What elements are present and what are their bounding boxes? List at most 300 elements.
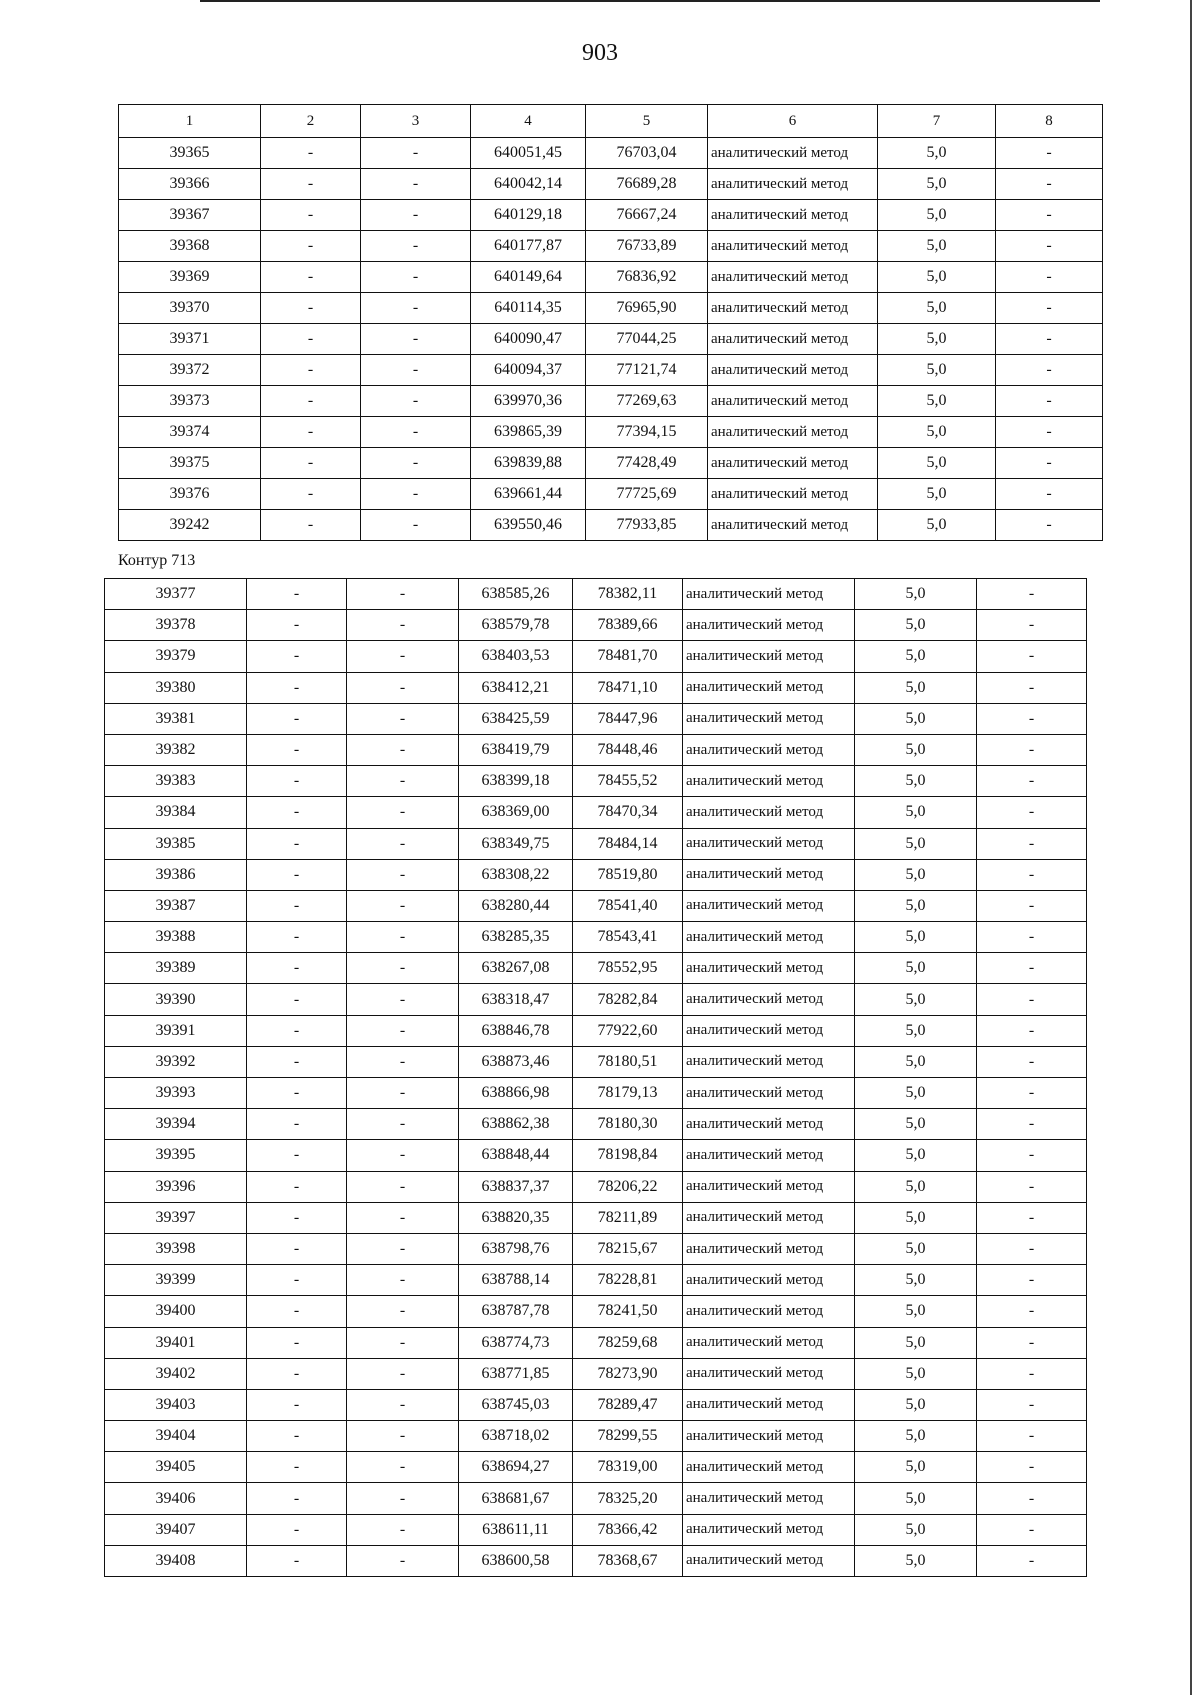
col-8-cell: - (996, 262, 1103, 293)
header-cell: 6 (708, 105, 878, 138)
method-cell: аналитический метод (708, 448, 878, 479)
method-cell: аналитический метод (683, 1545, 855, 1576)
point-number-cell: 39407 (105, 1514, 247, 1545)
scan-top-border (200, 0, 1100, 2)
method-cell: аналитический метод (683, 797, 855, 828)
col-3-cell: - (347, 734, 459, 765)
col-2-cell: - (247, 1358, 347, 1389)
table-row (105, 1171, 1087, 1202)
accuracy-cell: 5,0 (855, 1514, 977, 1545)
coord-x-cell: 638600,58 (459, 1545, 573, 1576)
col-3-cell: - (361, 355, 471, 386)
col-2-cell: - (261, 417, 361, 448)
point-number-cell: 39405 (105, 1452, 247, 1483)
header-cell: 3 (361, 105, 471, 138)
method-cell: аналитический метод (683, 1296, 855, 1327)
table-row (105, 1296, 1087, 1327)
method-cell: аналитический метод (683, 953, 855, 984)
header-cell: 8 (996, 105, 1103, 138)
coord-x-cell: 638267,08 (459, 953, 573, 984)
col-8-cell: - (977, 1545, 1087, 1576)
coord-x-cell: 639970,36 (471, 386, 586, 417)
coord-y-cell: 78368,67 (573, 1545, 683, 1576)
coord-y-cell: 76703,04 (586, 138, 708, 169)
col-3-cell: - (361, 293, 471, 324)
method-cell: аналитический метод (708, 200, 878, 231)
method-cell: аналитический метод (683, 1015, 855, 1046)
method-cell: аналитический метод (683, 922, 855, 953)
page-number: 903 (582, 40, 618, 66)
accuracy-cell: 5,0 (855, 1327, 977, 1358)
table-row (119, 417, 1103, 448)
coord-y-cell: 77269,63 (586, 386, 708, 417)
coord-x-cell: 640149,64 (471, 262, 586, 293)
col-3-cell: - (347, 641, 459, 672)
col-2-cell: - (261, 479, 361, 510)
table-row (105, 1389, 1087, 1420)
col-2-cell: - (247, 1421, 347, 1452)
col-2-cell: - (247, 1327, 347, 1358)
point-number-cell: 39389 (105, 953, 247, 984)
accuracy-cell: 5,0 (855, 890, 977, 921)
coord-y-cell: 78541,40 (573, 890, 683, 921)
col-2-cell: - (247, 1202, 347, 1233)
coord-y-cell: 78470,34 (573, 797, 683, 828)
method-cell: аналитический метод (683, 703, 855, 734)
coord-y-cell: 78215,67 (573, 1233, 683, 1264)
col-2-cell: - (247, 1078, 347, 1109)
col-2-cell: - (247, 1171, 347, 1202)
point-number-cell: 39386 (105, 859, 247, 890)
point-number-cell: 39396 (105, 1171, 247, 1202)
col-3-cell: - (347, 1545, 459, 1576)
coord-y-cell: 78241,50 (573, 1296, 683, 1327)
col-8-cell: - (977, 1109, 1087, 1140)
point-number-cell: 39406 (105, 1483, 247, 1514)
accuracy-cell: 5,0 (855, 1483, 977, 1514)
col-2-cell: - (247, 1265, 347, 1296)
accuracy-cell: 5,0 (855, 1452, 977, 1483)
col-8-cell: - (977, 1078, 1087, 1109)
col-2-cell: - (247, 703, 347, 734)
accuracy-cell: 5,0 (855, 1015, 977, 1046)
col-3-cell: - (361, 510, 471, 541)
table-row (105, 859, 1087, 890)
col-3-cell: - (347, 922, 459, 953)
point-number-cell: 39403 (105, 1389, 247, 1420)
accuracy-cell: 5,0 (878, 293, 996, 324)
table-row (105, 641, 1087, 672)
col-3-cell: - (347, 1265, 459, 1296)
col-3-cell: - (347, 890, 459, 921)
point-number-cell: 39370 (119, 293, 261, 324)
accuracy-cell: 5,0 (855, 1078, 977, 1109)
coord-x-cell: 638866,98 (459, 1078, 573, 1109)
coord-y-cell: 76836,92 (586, 262, 708, 293)
table-row (119, 355, 1103, 386)
table-row (105, 1327, 1087, 1358)
table-row (105, 922, 1087, 953)
coord-x-cell: 638318,47 (459, 984, 573, 1015)
coord-x-cell: 640114,35 (471, 293, 586, 324)
col-8-cell: - (977, 766, 1087, 797)
accuracy-cell: 5,0 (855, 1202, 977, 1233)
coord-y-cell: 78382,11 (573, 579, 683, 610)
coord-y-cell: 78299,55 (573, 1421, 683, 1452)
coord-y-cell: 78366,42 (573, 1514, 683, 1545)
col-3-cell: - (361, 262, 471, 293)
method-cell: аналитический метод (683, 579, 855, 610)
point-number-cell: 39392 (105, 1046, 247, 1077)
coord-y-cell: 78325,20 (573, 1483, 683, 1514)
method-cell: аналитический метод (683, 1483, 855, 1514)
col-8-cell: - (977, 672, 1087, 703)
method-cell: аналитический метод (683, 828, 855, 859)
point-number-cell: 39394 (105, 1109, 247, 1140)
accuracy-cell: 5,0 (855, 1545, 977, 1576)
col-3-cell: - (347, 1233, 459, 1264)
point-number-cell: 39376 (119, 479, 261, 510)
col-2-cell: - (247, 579, 347, 610)
table-row (105, 1233, 1087, 1264)
col-8-cell: - (977, 1171, 1087, 1202)
col-2-cell: - (247, 922, 347, 953)
accuracy-cell: 5,0 (855, 1358, 977, 1389)
accuracy-cell: 5,0 (855, 1109, 977, 1140)
col-8-cell: - (996, 169, 1103, 200)
method-cell: аналитический метод (683, 1046, 855, 1077)
col-8-cell: - (977, 922, 1087, 953)
col-2-cell: - (247, 610, 347, 641)
method-cell: аналитический метод (708, 169, 878, 200)
col-8-cell: - (977, 1483, 1087, 1514)
coord-x-cell: 638774,73 (459, 1327, 573, 1358)
coord-y-cell: 78228,81 (573, 1265, 683, 1296)
accuracy-cell: 5,0 (855, 1233, 977, 1264)
table-header-row (119, 105, 1103, 138)
table-row (105, 1483, 1087, 1514)
table-row (105, 797, 1087, 828)
coord-x-cell: 638579,78 (459, 610, 573, 641)
col-2-cell: - (247, 890, 347, 921)
col-2-cell: - (261, 510, 361, 541)
accuracy-cell: 5,0 (855, 1421, 977, 1452)
coord-y-cell: 78179,13 (573, 1078, 683, 1109)
table-row (105, 579, 1087, 610)
table-row (105, 1545, 1087, 1576)
col-2-cell: - (247, 1389, 347, 1420)
coord-y-cell: 78447,96 (573, 703, 683, 734)
accuracy-cell: 5,0 (878, 417, 996, 448)
col-3-cell: - (347, 1078, 459, 1109)
method-cell: аналитический метод (708, 293, 878, 324)
col-8-cell: - (977, 1202, 1087, 1233)
point-number-cell: 39380 (105, 672, 247, 703)
col-2-cell: - (261, 262, 361, 293)
col-3-cell: - (347, 953, 459, 984)
col-2-cell: - (261, 386, 361, 417)
accuracy-cell: 5,0 (855, 1389, 977, 1420)
coord-x-cell: 638848,44 (459, 1140, 573, 1171)
col-3-cell: - (347, 1109, 459, 1140)
col-8-cell: - (977, 1389, 1087, 1420)
accuracy-cell: 5,0 (878, 200, 996, 231)
col-2-cell: - (247, 1545, 347, 1576)
col-2-cell: - (247, 984, 347, 1015)
table-row (119, 200, 1103, 231)
table-row (105, 828, 1087, 859)
point-number-cell: 39367 (119, 200, 261, 231)
col-3-cell: - (347, 1171, 459, 1202)
table-row (105, 1421, 1087, 1452)
table-row (119, 293, 1103, 324)
header-cell: 5 (586, 105, 708, 138)
col-3-cell: - (361, 200, 471, 231)
table-row (119, 510, 1103, 541)
col-8-cell: - (977, 797, 1087, 828)
table-row (119, 138, 1103, 169)
method-cell: аналитический метод (683, 1233, 855, 1264)
col-3-cell: - (361, 417, 471, 448)
table-row (105, 672, 1087, 703)
col-2-cell: - (261, 293, 361, 324)
col-2-cell: - (247, 797, 347, 828)
scan-right-border (1190, 0, 1192, 1695)
coord-x-cell: 638419,79 (459, 734, 573, 765)
col-8-cell: - (977, 1358, 1087, 1389)
col-2-cell: - (247, 1046, 347, 1077)
accuracy-cell: 5,0 (878, 262, 996, 293)
table-row (105, 1140, 1087, 1171)
coord-y-cell: 78282,84 (573, 984, 683, 1015)
col-8-cell: - (977, 1046, 1087, 1077)
coord-y-cell: 78198,84 (573, 1140, 683, 1171)
table-row (119, 231, 1103, 262)
col-3-cell: - (347, 610, 459, 641)
accuracy-cell: 5,0 (855, 610, 977, 641)
coord-y-cell: 78273,90 (573, 1358, 683, 1389)
col-2-cell: - (247, 1109, 347, 1140)
col-2-cell: - (247, 1483, 347, 1514)
coord-x-cell: 638787,78 (459, 1296, 573, 1327)
method-cell: аналитический метод (708, 479, 878, 510)
col-8-cell: - (977, 1327, 1087, 1358)
table-row (119, 479, 1103, 510)
coord-y-cell: 78389,66 (573, 610, 683, 641)
col-3-cell: - (347, 1327, 459, 1358)
point-number-cell: 39385 (105, 828, 247, 859)
coord-y-cell: 78448,46 (573, 734, 683, 765)
header-cell: 2 (261, 105, 361, 138)
table-row (105, 1202, 1087, 1233)
table-row (119, 324, 1103, 355)
col-8-cell: - (977, 1514, 1087, 1545)
accuracy-cell: 5,0 (878, 355, 996, 386)
col-8-cell: - (977, 828, 1087, 859)
coord-x-cell: 638369,00 (459, 797, 573, 828)
col-2-cell: - (247, 1233, 347, 1264)
point-number-cell: 39383 (105, 766, 247, 797)
coord-x-cell: 640094,37 (471, 355, 586, 386)
accuracy-cell: 5,0 (855, 734, 977, 765)
point-number-cell: 39371 (119, 324, 261, 355)
col-3-cell: - (347, 1452, 459, 1483)
coord-y-cell: 78180,51 (573, 1046, 683, 1077)
coord-y-cell: 78319,00 (573, 1452, 683, 1483)
point-number-cell: 39404 (105, 1421, 247, 1452)
col-8-cell: - (977, 1421, 1087, 1452)
coord-x-cell: 638280,44 (459, 890, 573, 921)
col-3-cell: - (347, 859, 459, 890)
accuracy-cell: 5,0 (855, 1046, 977, 1077)
col-3-cell: - (347, 1389, 459, 1420)
col-2-cell: - (261, 448, 361, 479)
table-row (105, 1078, 1087, 1109)
col-8-cell: - (977, 890, 1087, 921)
coord-x-cell: 638798,76 (459, 1233, 573, 1264)
col-2-cell: - (247, 766, 347, 797)
coord-y-cell: 78552,95 (573, 953, 683, 984)
table-row (105, 1358, 1087, 1389)
point-number-cell: 39408 (105, 1545, 247, 1576)
coord-x-cell: 639661,44 (471, 479, 586, 510)
point-number-cell: 39387 (105, 890, 247, 921)
accuracy-cell: 5,0 (878, 479, 996, 510)
method-cell: аналитический метод (708, 386, 878, 417)
col-3-cell: - (361, 386, 471, 417)
point-number-cell: 39397 (105, 1202, 247, 1233)
col-2-cell: - (261, 169, 361, 200)
col-8-cell: - (977, 1140, 1087, 1171)
col-8-cell: - (977, 953, 1087, 984)
col-3-cell: - (347, 1514, 459, 1545)
coord-y-cell: 77933,85 (586, 510, 708, 541)
col-8-cell: - (977, 1233, 1087, 1264)
col-8-cell: - (977, 579, 1087, 610)
col-2-cell: - (247, 734, 347, 765)
col-2-cell: - (247, 672, 347, 703)
method-cell: аналитический метод (683, 859, 855, 890)
method-cell: аналитический метод (683, 984, 855, 1015)
col-3-cell: - (347, 1140, 459, 1171)
coord-y-cell: 78289,47 (573, 1389, 683, 1420)
col-8-cell: - (996, 417, 1103, 448)
table-row (105, 1265, 1087, 1296)
col-8-cell: - (977, 984, 1087, 1015)
coord-x-cell: 640042,14 (471, 169, 586, 200)
accuracy-cell: 5,0 (878, 386, 996, 417)
method-cell: аналитический метод (683, 766, 855, 797)
table-row (119, 262, 1103, 293)
coord-y-cell: 77394,15 (586, 417, 708, 448)
accuracy-cell: 5,0 (878, 324, 996, 355)
method-cell: аналитический метод (683, 1514, 855, 1545)
coord-x-cell: 639839,88 (471, 448, 586, 479)
table-row (105, 1452, 1087, 1483)
coord-x-cell: 638308,22 (459, 859, 573, 890)
coord-x-cell: 638349,75 (459, 828, 573, 859)
col-3-cell: - (347, 1358, 459, 1389)
coord-x-cell: 638837,37 (459, 1171, 573, 1202)
accuracy-cell: 5,0 (855, 672, 977, 703)
col-2-cell: - (247, 1296, 347, 1327)
col-2-cell: - (261, 231, 361, 262)
coord-y-cell: 78481,70 (573, 641, 683, 672)
coord-y-cell: 76733,89 (586, 231, 708, 262)
table-row (105, 610, 1087, 641)
coordinates-table-upper (118, 104, 1103, 541)
col-8-cell: - (977, 859, 1087, 890)
col-3-cell: - (347, 1296, 459, 1327)
table-row (105, 766, 1087, 797)
coord-x-cell: 639550,46 (471, 510, 586, 541)
table-row (105, 1015, 1087, 1046)
col-2-cell: - (247, 1015, 347, 1046)
table-row (105, 890, 1087, 921)
accuracy-cell: 5,0 (855, 579, 977, 610)
method-cell: аналитический метод (683, 1327, 855, 1358)
table-row (119, 448, 1103, 479)
col-3-cell: - (347, 672, 459, 703)
accuracy-cell: 5,0 (855, 766, 977, 797)
col-2-cell: - (247, 1452, 347, 1483)
accuracy-cell: 5,0 (855, 953, 977, 984)
table-row (105, 1514, 1087, 1545)
method-cell: аналитический метод (683, 890, 855, 921)
coord-x-cell: 638745,03 (459, 1389, 573, 1420)
accuracy-cell: 5,0 (878, 510, 996, 541)
coord-y-cell: 77428,49 (586, 448, 708, 479)
accuracy-cell: 5,0 (878, 138, 996, 169)
col-2-cell: - (261, 355, 361, 386)
point-number-cell: 39399 (105, 1265, 247, 1296)
point-number-cell: 39242 (119, 510, 261, 541)
coord-x-cell: 638820,35 (459, 1202, 573, 1233)
col-8-cell: - (977, 1265, 1087, 1296)
method-cell: аналитический метод (683, 1140, 855, 1171)
col-2-cell: - (247, 953, 347, 984)
table-row (105, 703, 1087, 734)
col-3-cell: - (347, 828, 459, 859)
point-number-cell: 39373 (119, 386, 261, 417)
method-cell: аналитический метод (708, 510, 878, 541)
table-row (119, 386, 1103, 417)
point-number-cell: 39368 (119, 231, 261, 262)
coord-x-cell: 638403,53 (459, 641, 573, 672)
col-8-cell: - (996, 200, 1103, 231)
coord-y-cell: 78543,41 (573, 922, 683, 953)
coord-y-cell: 76689,28 (586, 169, 708, 200)
coord-y-cell: 78211,89 (573, 1202, 683, 1233)
accuracy-cell: 5,0 (855, 1171, 977, 1202)
method-cell: аналитический метод (708, 138, 878, 169)
coord-x-cell: 640129,18 (471, 200, 586, 231)
method-cell: аналитический метод (683, 1452, 855, 1483)
point-number-cell: 39402 (105, 1358, 247, 1389)
method-cell: аналитический метод (683, 734, 855, 765)
method-cell: аналитический метод (708, 355, 878, 386)
col-3-cell: - (361, 138, 471, 169)
coord-x-cell: 638399,18 (459, 766, 573, 797)
col-3-cell: - (347, 797, 459, 828)
accuracy-cell: 5,0 (855, 1296, 977, 1327)
coord-x-cell: 638681,67 (459, 1483, 573, 1514)
table-row (105, 984, 1087, 1015)
coord-x-cell: 639865,39 (471, 417, 586, 448)
coord-x-cell: 638611,11 (459, 1514, 573, 1545)
coord-x-cell: 638862,38 (459, 1109, 573, 1140)
col-8-cell: - (996, 293, 1103, 324)
